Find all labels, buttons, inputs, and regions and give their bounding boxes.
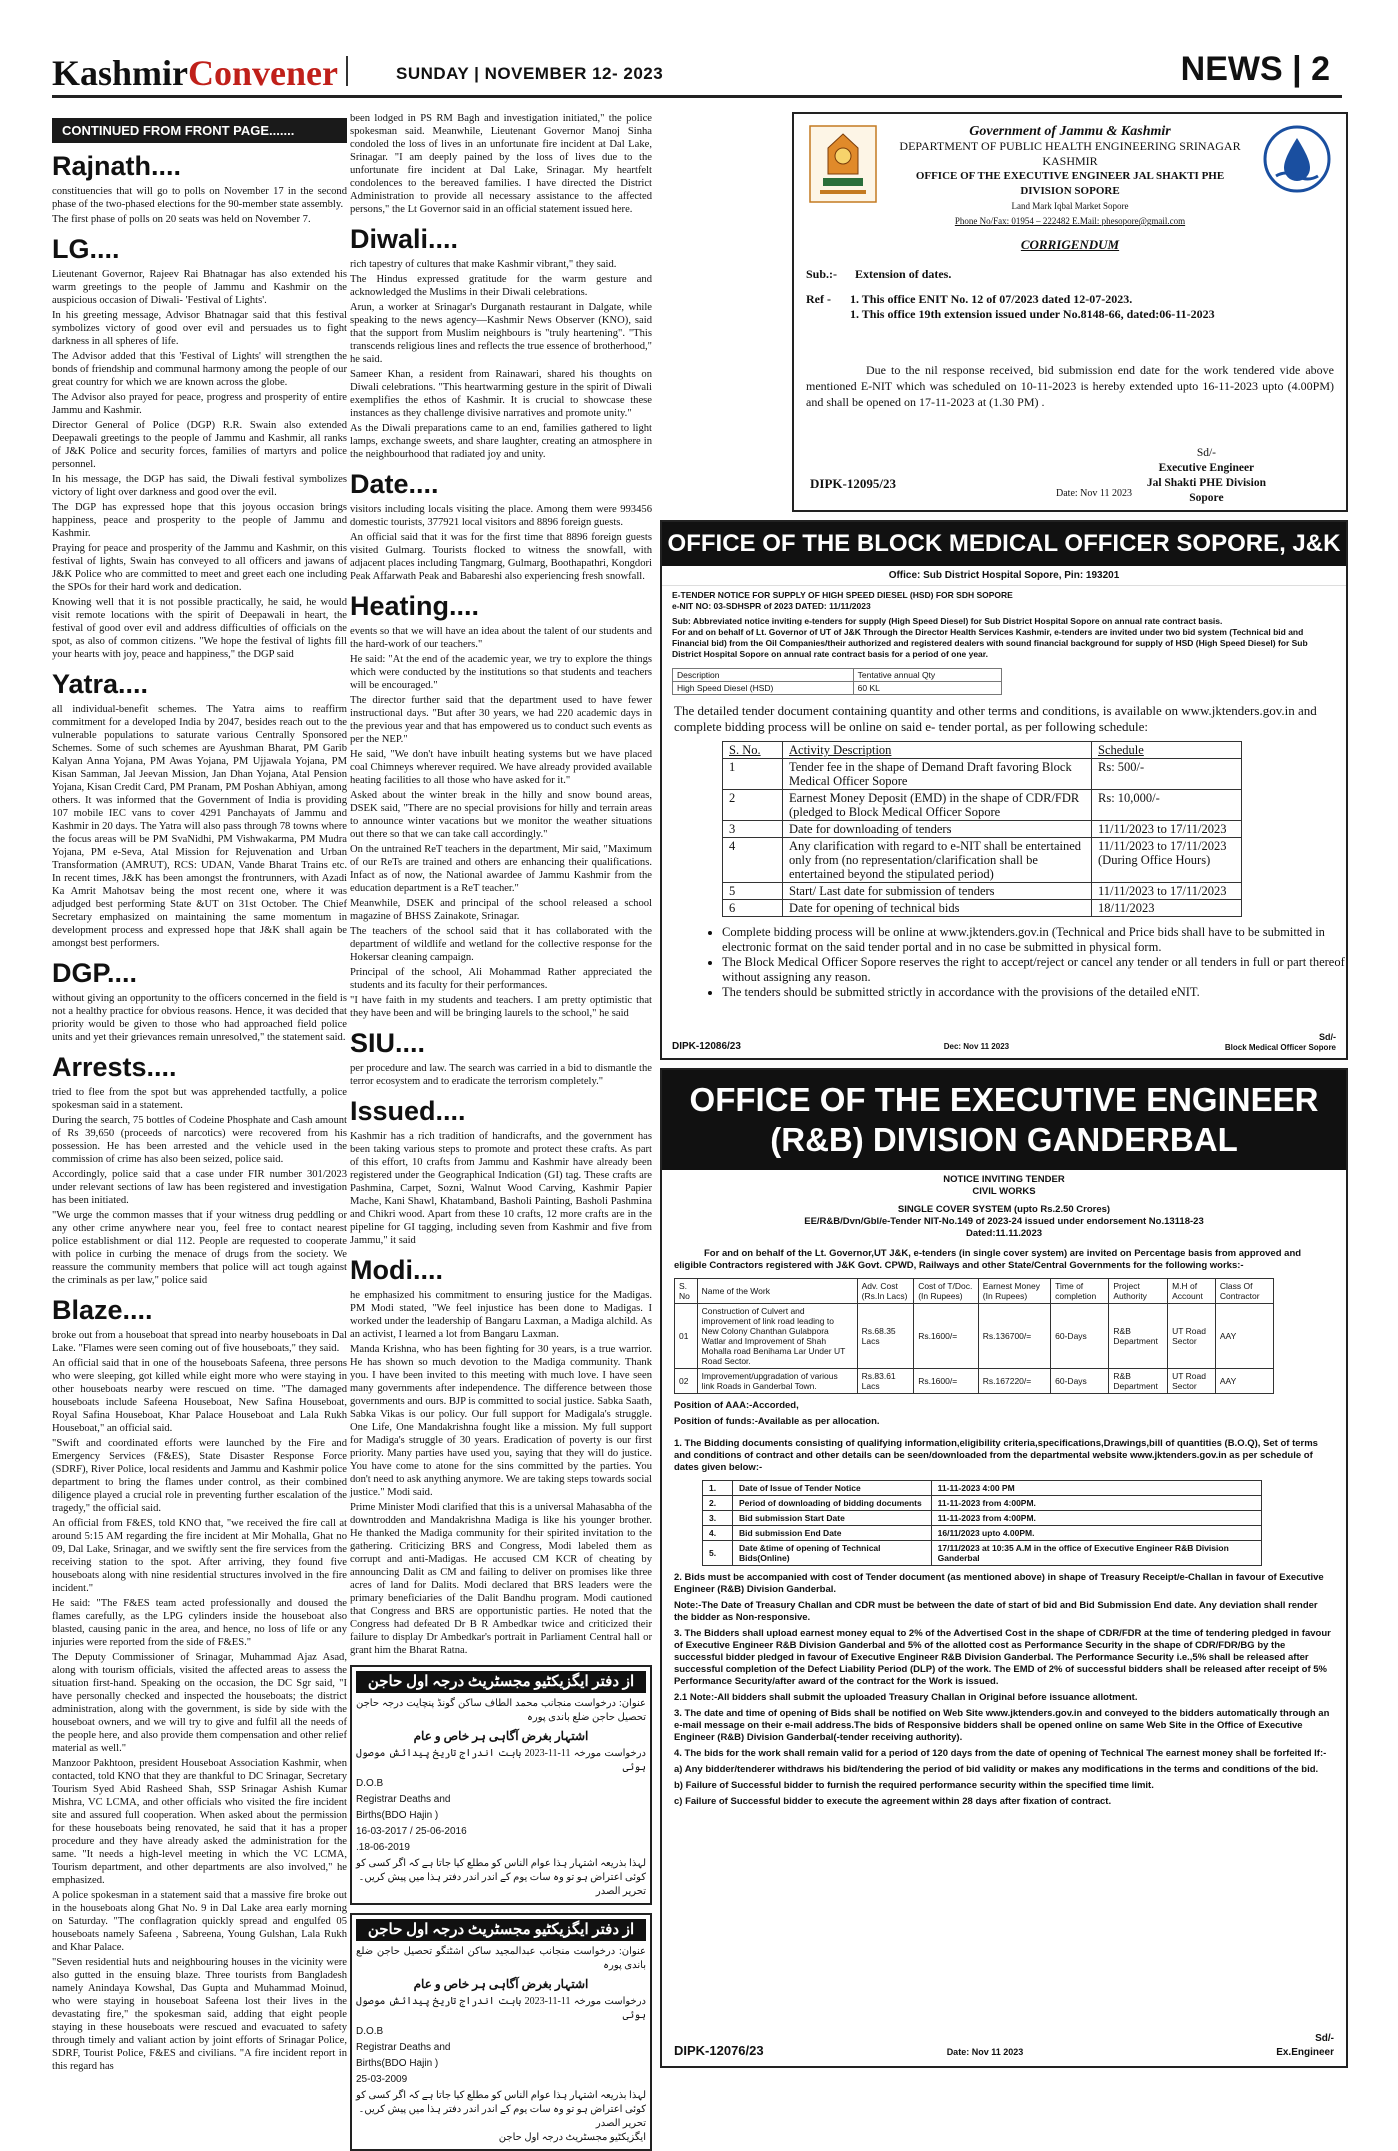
english-inline: Registrar Deaths and <box>356 2042 451 2053</box>
paragraph: visitors including locals visiting the place. Among them were 993456 domestic tourists, 377921 local visitors and 8896 foreign guests. <box>350 504 652 528</box>
title-line: OFFICE OF THE EXECUTIVE ENGINEER <box>689 1081 1319 1118</box>
funds-position: Position of funds:-Available as per allocation. <box>674 1416 880 1427</box>
brand-part-a: Kashmir <box>52 53 189 93</box>
paragraph: Principal of the school, Ali Mohammad Rather appreciated the students and its faculty for their performances. <box>350 967 652 991</box>
paragraph: He said: "At the end of the academic year, we try to explore the things which were conducted by the institutions so that students and teachers will be encouraged." <box>350 654 652 691</box>
ad-date: Date: Nov 11 2023 <box>1056 488 1133 499</box>
ad3-para: 2. Bids must be accompanied with cost of Tender document (as mentioned above) in shape of Treasury Receipt/e-Challan in favour of Executive Engineer (R&B) Division Ganderbal. <box>674 1572 1324 1595</box>
notice-line: e-NIT NO: 03-SDHSPR of 2023 DATED: 11/11/2023 <box>672 601 871 611</box>
urdu-notice-1 <box>350 1665 652 1905</box>
paragraph: An official said that it was for the first time that 8896 foreign guests visited Gulmarg. Tourists flocked to witness the snowfall, with adjacent places including Tangmarg, Gulmarg, Boothapathri, Kongdori Peak Affarwath Peak and Babareshi also experiencing fresh snowfall. <box>350 532 652 582</box>
english-inline: D.O.B <box>356 2026 384 2037</box>
table-cell: Date of Issue of Tender Notice <box>733 1481 932 1496</box>
table-cell: R&B Department <box>1109 1304 1168 1369</box>
paragraph: The Hindus expressed gratitude for the warm gesture and acknowledged the Muslims in their Diwali celebrations. <box>350 274 652 298</box>
sign-line: Executive Engineer <box>1158 462 1255 474</box>
table-cell: Bid submission Start Date <box>733 1511 932 1526</box>
list-item: • The Block Medical Officer Sopore reserves the right to accept/reject or cancel any tender or all tenders in full or part thereof without assigning any reason. <box>722 955 1346 985</box>
ad3-footer <box>674 2033 1334 2058</box>
table-header: Class Of Contractor <box>1215 1279 1273 1304</box>
column-1 <box>52 118 347 2072</box>
headline-heating: Heating.... <box>350 591 480 621</box>
office-name: OFFICE OF THE EXECUTIVE ENGINEER JAL SHAKTI PHE DIVISION SOPORE <box>915 170 1225 197</box>
quantity-table <box>672 668 1002 695</box>
table-cell: 11/11/2023 to 17/11/2023 <box>1092 821 1242 838</box>
urdu-line: لہذا بذریعہ اشتہار ہذا عوام الناس کو مطلع کیا جاتا ہے کہ اگر کسی کو کوئی اعتراض ہو تو وہ سات یوم کے اندر اندر دفتر ہذا میں پیش کریں۔ <box>356 2090 646 2115</box>
table-cell: 5 <box>723 883 783 900</box>
paragraph: broke out from a houseboat that spread into nearby houseboats in Dal Lake. "Flames were seen coming out of five houseboats," they said. <box>52 1330 347 1354</box>
table-cell: Description <box>673 669 854 682</box>
table-cell: AAY <box>1215 1369 1273 1394</box>
paragraph: "We urge the common masses that if your witness drug peddling or any other crime anywhere near you, feel free to contact nearest police establishment or dial 112. People are requested to cooperate with police in curbing the menace of drugs from the society. We reassure the community members that police will act tough against the criminals as per law," police said <box>52 1210 347 1286</box>
paragraph: Knowing well that it is not possible practically, he said, he would visit remote locations with the spirit of Deepawali in heart, the festival of good over evil and address difficulties of officials on the spot, as also of common citizens. "We hope the festival of lights fill your hearts with joy, peace and happiness," the DGP said <box>52 597 347 660</box>
table-cell: 4. <box>703 1526 733 1541</box>
sd: Sd/- <box>1196 447 1216 459</box>
signature: Ex.Engineer <box>1276 2047 1334 2058</box>
civil-label: CIVIL WORKS <box>972 1186 1036 1197</box>
paragraph: The teachers of the school said that it has collaborated with the department of wildlife and wetland for the collective response for the Hokersar cleaning campaign. <box>350 926 652 963</box>
table-cell: 11-11-2023 from 4:00PM. <box>931 1511 1261 1526</box>
urdu-line: درخواست مورخہ 11-11-2023 بابت اندراج تاریخ پیدائش موصول ہوئی <box>356 1996 647 2021</box>
gov-name: Government of Jammu & Kashmir <box>969 124 1171 139</box>
table-cell: Bid submission End Date <box>733 1526 932 1541</box>
paragraph: all individual-benefit schemes. The Yatra aims to reaffirm commitment for a developed India by 2047, besides reach out to the vulnerable populations to saturate various Centrally Sponsored Schemes. Some of such schemes are Ayushman Bharat, PM Garib Kalyan Anna Yojana, PM Awas Yojana, PM Ujjawala Yojana, PM Kisan Samman, Jal Jeevan Mission, Jan Dhan Yojana, Atal Pension Yojana, Kisan Credit Card, PM Pranam, PM Poshan Abhiyan, among others. It was informed that the Government of India is providing 107 mobile IEC vans to cover 4291 Panchayats of Jammu and Kashmir in 20 days. The Yatra will also pass through 78 towns where the focus areas will be PM SvaNidhi, PM Vishwakarma, PM Mudra Yojana, PM e-Seva, Atal Mission for Rejuvenation and Urban Transformation (AMRUT), RCS: UDAN, Vande Bharat Trains etc. In recent times, J&K has been amongst the frontrunners, with Azadi Ka Amrit Mahotsav being the most recent one, where it was adjudged best performing State &UT on 31st October. The Chief Secretary emphasized on maintaining the same momentum in development process and expressed hope that J&K shall again be amongst best performers. <box>52 704 347 949</box>
urdu-line: درخواست مورخہ 11-11-2023 بابت اندراج تاریخ پیدائش موصول ہوئی <box>356 1748 647 1773</box>
ad3-intro: For and on behalf of the Lt. Governor,UT J&K, e-tenders (in single cover system) are invited on Percentage basis from approved and eligible Contractors registered with J&K Govt. CPWD, Railways and other State/Central Governments for the following works:- <box>674 1248 1302 1271</box>
table-cell: 4 <box>723 838 783 883</box>
english-inline: Births(BDO Hajin ) <box>356 1810 439 1821</box>
table-cell: Period of downloading of bidding documents <box>733 1496 932 1511</box>
table-cell: 1. <box>703 1481 733 1496</box>
paragraph: In his greeting message, Advisor Bhatnagar said that this festival symbolizes victory of good over evil and persuades us to fight darkness in all spheres of life. <box>52 310 347 347</box>
table-row <box>723 821 1242 838</box>
paragraph: Manda Krishna, who has been fighting for 30 years, is a true warrior. He has shown so much devotion to the Madiga community. Thank you. I have been invited to this meeting with much love. I have seen many governments after independence. The difference between those governments and ours. BJP is committed to social justice. Sabka Saath, Sabka Vikas is our policy. Our full support for Madigala's struggle. One Life, One Mandakrishna fought like a mission. My full support for Madiga's struggle of 30 years. Eradication of poverty is our first priority. Many parties have used you, saying that they will do justice. You have come to atone for the sins committed by the parties. You don't need to ask anything anymore. We are taking steps towards social justice." Modi said. <box>350 1344 652 1498</box>
table-cell: 16/11/2023 upto 4.00PM. <box>931 1526 1261 1541</box>
ad3-para: 1. The Bidding documents consisting of qualifying information,eligibility criteria,specifications,Drawings,bill of quantities (B.O.Q), Set of terms and conditions of contract and other details can be seen/downloaded from the departmental website www.jktenders.gov.in as per schedule of dates given below:- <box>674 1438 1318 1473</box>
paragraph: During the search, 75 bottles of Codeine Phosphate and Cash amount of Rs 39,650 (proceeds of narcotics) were recovered from his possession. He has been arrested and the vehicle used in the commission of crime has also been seized, police said. <box>52 1115 347 1165</box>
table-row <box>723 790 1242 821</box>
ad2-title: OFFICE OF THE BLOCK MEDICAL OFFICER SOPORE, J&K <box>662 522 1346 566</box>
table-row <box>703 1481 1262 1496</box>
schedule-intro: The detailed tender document containing quantity and other terms and conditions, is available on www.jktenders.gov.in and complete bidding process will be online on said e- tender portal, as per following schedule: <box>674 703 1317 734</box>
table-cell: Construction of Culvert and improvement of link road leading to New Colony Chanthan Gulabpora Watlar and Improvement of Shah Mohalla road Benihama Lar Under UT Road Sector. <box>697 1304 857 1369</box>
table-cell: AAY <box>1215 1304 1273 1369</box>
paragraph: The first phase of polls on 20 seats was held on November 7. <box>52 214 311 225</box>
list-item: • The tenders should be submitted strictly in accordance with the provisions of the detailed eNIT. <box>722 985 1346 1000</box>
paragraph: Meanwhile, DSEK and principal of the school released a school magazine of BHSS Zainakote, Srinagar. <box>350 898 652 922</box>
urdu-notice-heading: از دفتر ایگزیکٹیو مجسٹریٹ درجہ اول حاجن <box>356 1919 646 1941</box>
ad3-para: b) Failure of Successful bidder to furnish the required performance security within the specified time limit. <box>674 1780 1154 1791</box>
brand-part-b: Convener <box>188 53 338 93</box>
paragraph: The Advisor also prayed for peace, progress and prosperity of entire Jammu and Kashmir. <box>52 392 347 416</box>
table-cell: Rs.1600/= <box>914 1369 979 1394</box>
subject-row <box>806 267 1334 282</box>
schedule-table <box>722 741 1242 917</box>
paragraph: Kashmir has a rich tradition of handicrafts, and the government has been taking various steps to promote and protect these crafts. As part of this effort, 10 crafts from Jammu and Kashmir have already been registered under the Geographical Indication (GI) tag. These crafts are Pashmina, Carpet, Sozni, Walnut Wood Carving, Kashmir Papier Mache, Kani Shawl, Khatamband, Basholi Painting, Basholi Pashmina and Chikri wood. Apart from these 10 crafts, 12 more crafts are in the pipeline for GI tagging, including seven from Kashmir and five from Jammu," it said <box>350 1131 652 1246</box>
table-cell: Rs: 500/- <box>1092 759 1242 790</box>
urdu-sign: تحریر الصدر <box>595 2118 646 2129</box>
table-cell: 02 <box>675 1369 698 1394</box>
paragraph: Praying for peace and prosperity of the Jammu and Kashmir, on this festival of lights, Swain has conveyed to all officers and jawans of J&K Police who are committed to meet and greet each one including the SPOs for their hard work and dedication. <box>52 543 347 593</box>
table-cell: Rs.1600/= <box>914 1304 979 1369</box>
table-cell: Any clarification with regard to e-NIT shall be entertained only from (no representation/clarification shall be entertained beyond the stipulated period) <box>783 838 1092 883</box>
ad2-notice-text <box>662 586 1346 664</box>
urdu-notice-2 <box>350 1913 652 2151</box>
urdu-line: لہذا بذریعہ اشتہار ہذا عوام الناس کو مطلع کیا جاتا ہے کہ اگر کسی کو کوئی اعتراض ہو تو وہ سات یوم کے اندر اندر دفتر ہذا میں پیش کریں۔ <box>356 1858 646 1883</box>
headline-dgp: DGP.... <box>52 958 138 988</box>
notice-line: E-TENDER NOTICE FOR SUPPLY OF HIGH SPEED DIESEL (HSD) FOR SDH SOPORE <box>672 590 1013 600</box>
table-header: Cost of T/Doc. (In Rupees) <box>914 1279 979 1304</box>
paragraph: per procedure and law. The search was carried in a bid to dismantle the terror ecosystem and to eradicate the terrorism completely." <box>350 1063 652 1087</box>
headline-arrests: Arrests.... <box>52 1052 177 1082</box>
table-row <box>703 1511 1262 1526</box>
table-cell: 6 <box>723 900 783 917</box>
table-cell: R&B Department <box>1109 1369 1168 1394</box>
ad3-para: Note:-The Date of Treasury Challan and CDR must be between the date of start of bid and Bid Submission End date. Any deviation shall render the bidder as Non-responsive. <box>674 1600 1318 1623</box>
paragraph: He said: "The F&ES team acted professionally and doused the flames carefully, as the LPG cylinders inside the houseboat also blasted, causing panic in the area, and hence, no loss of life or any injuries were reported from the side of F&ES." <box>52 1598 347 1648</box>
ad3-para: a) Any bidder/tenderer withdraws his bid/tendering the period of bid validity or makes any modifications in the terms and conditions of the bid. <box>674 1764 1319 1775</box>
table-header: M.H of Account <box>1168 1279 1216 1304</box>
paragraph: Manzoor Pakhtoon, president Houseboat Association Kashmir, when contacted, told KNO that they are thankful to DC Srinagar, Secretary Tourism Syed Abid Rasheed Shah, SSP Srinagar Ashish Kumar Mishra, VC LCMA, and other officials who visited the fire incident site and assured full cooperation. When asked about the permission for these houseboats being renovated, he said that it has a proper procedure and they have already asked the administration for the same. "It needs a high-level meeting in which the VC LCMA, Tourism department, and other departments are also involved," he emphasized. <box>52 1758 347 1886</box>
sign-line: Jal Shakti PHE Division <box>1146 477 1266 489</box>
paragraph: Accordingly, police said that a case under FIR number 301/2023 under relevant sections of law has been registered and investigation has been initiated. <box>52 1169 347 1206</box>
english-inline: .18-06-2019 <box>356 1842 410 1853</box>
paragraph: Lieutenant Governor, Rajeev Rai Bhatnagar has also extended his warm greetings to the people of Jammu and Kashmir on the auspicious occasion of Diwali- 'Festival of Lights'. <box>52 269 347 306</box>
english-inline: D.O.B <box>356 1778 384 1789</box>
brand-logo <box>52 52 338 94</box>
table-cell: 18/11/2023 <box>1092 900 1242 917</box>
landmark: Land Mark Iqbal Market Sopore <box>1011 201 1129 211</box>
headline-modi: Modi.... <box>350 1255 443 1285</box>
table-row <box>723 883 1242 900</box>
sign-line: Sopore <box>1189 492 1224 504</box>
table-header: Activity Description <box>783 742 1092 759</box>
table-cell: Tender fee in the shape of Demand Draft favoring Block Medical Officer Sopore <box>783 759 1092 790</box>
ad-date: Date: Nov 11 2023 <box>946 2047 1024 2057</box>
masthead-divider <box>346 56 348 86</box>
ref-label: Ref - <box>806 292 831 306</box>
table-cell: Rs.167220/= <box>978 1369 1050 1394</box>
table-cell: 11-11-2023 from 4:00PM. <box>931 1496 1261 1511</box>
ref-line: 1. This office ENIT No. 12 of 07/2023 dated 12-07-2023. <box>850 292 1133 306</box>
paragraph: He said, "We don't have inbuilt heating systems but we have placed coal Chimneys wherever required. We have already provided available heating facilities to all those who have asked for it." <box>350 749 652 786</box>
rb-ganderbal-ad <box>660 1068 1348 2068</box>
headline-siu: SIU.... <box>350 1028 426 1058</box>
bmo-sopore-ad <box>660 520 1348 1060</box>
sub-text: Extension of dates. <box>855 267 952 281</box>
phone-email: Phone No/Fax: 01954 – 222482 E.Mail: phesopore@gmail.com <box>954 216 1186 226</box>
paragraph: events so that we will have an idea about the talent of our students and the hard-work of our teachers." <box>350 626 652 650</box>
ad3-para: c) Failure of Successful bidder to execute the agreement within 28 days after fixation of contract. <box>674 1796 1112 1807</box>
sub-label: Sub.:- <box>806 267 838 281</box>
table-cell: Rs.136700/= <box>978 1304 1050 1369</box>
table-header: S. No. <box>723 742 783 759</box>
table-cell: Tentative annual Qty <box>853 669 1001 682</box>
table-row <box>723 742 1242 759</box>
paragraph: Asked about the winter break in the hilly and snow bound areas, DSEK said, "There are no special provisions for hilly and terrain areas to announce winter vacations but we monitor the weather situations out there so that we can take call accordingly." <box>350 790 652 840</box>
english-inline: 25-03-2009 <box>356 2074 408 2085</box>
paragraph: been lodged in PS RM Bagh and investigation initiated," the police spokesman said. Meanwhile, Lieutenant Governor Manoj Sinha condoled the loss of lives in an unfortunate fire incident at Dal Lake, Srinagar. "I am deeply pained by the loss of lives due to the unfortunate fire incident at Dal Lake, Srinagar. My heartfelt condolences to the bereaved families. I have directed the District Administration to provide all necessary assistance to the affected persons," the Lt Governor said in an official statement issued here. <box>350 113 652 215</box>
paragraph: Prime Minister Modi clarified that this is a universal Mahasabha of the downtrodden and Mandakrishna Madiga is like his younger brother. He thanked the Madiga community for their spirited invitation to the gathering. Criticizing BRS and Congress, Modi labeled them as corrupt and anti-Madigas. He accused CM KCR of cheating by announcing Dalit as CM and failing to deliver on promises like three acres of land for Dalits. Modi declared that BRS leaders were the primary beneficiaries of the Dalit Bandhu program. Modi cautioned that Congress and BRS are opportunistic parties. He noted that the Congress had defeated Dr B R Ambedkar twice and criticized their failure to display Dr Ambedkar's portrait in Parliament Central hall or grant him the Bharat Ratna. <box>350 1502 652 1656</box>
ad2-footer <box>672 1032 1336 1052</box>
paragraph: Sameer Khan, a resident from Rainawari, shared his thoughts on Diwali celebrations. "This heartwarming gesture in the spirit of Diwali exemplifies the ethos of Kashmir. It is crucial to showcase these instances as they challenge divisive narratives and promote unity." <box>350 369 652 419</box>
table-cell: 60-Days <box>1051 1369 1109 1394</box>
table-header: Name of the Work <box>697 1279 857 1304</box>
corrigendum-title: CORRIGENDUM <box>1020 237 1120 252</box>
section-label: NEWS | 2 <box>1180 50 1330 88</box>
dept-name: DEPARTMENT OF PUBLIC HEALTH ENGINEERING SRINAGAR KASHMIR <box>899 139 1241 168</box>
paragraph: tried to flee from the spot but was apprehended tactfully, a police spokesman said in a statement. <box>52 1087 347 1111</box>
dipk-number: DIPK-12076/23 <box>674 2043 764 2058</box>
ad3-title <box>662 1070 1346 1170</box>
phe-logo-icon <box>1262 124 1332 194</box>
table-row <box>675 1369 1274 1394</box>
table-header: Schedule <box>1092 742 1242 759</box>
table-cell: 2. <box>703 1496 733 1511</box>
sd: Sd/- <box>1319 1032 1336 1042</box>
table-cell: Earnest Money Deposit (EMD) in the shape of CDR/FDR (pledged to Block Medical Officer Sopore <box>783 790 1092 821</box>
table-header: S. No <box>675 1279 698 1304</box>
notice-line: Sub: Abbreviated notice inviting e-tenders for supply (High Speed Diesel) for Sub District Hospital Sopore on annual rate contract basis. <box>672 616 1223 626</box>
table-cell: Improvement/upgradation of various link Roads in Ganderbal Town. <box>697 1369 857 1394</box>
table-cell: 5. <box>703 1541 733 1566</box>
urdu-line: عنوان: درخواست منجانب محمد الطاف ساکن گونڈ پنچایت درجہ حاجن تحصیل حاجن ضلع باندی پورہ <box>356 1698 646 1723</box>
headline-lg: LG.... <box>52 234 120 264</box>
table-row <box>723 759 1242 790</box>
ad3-para: 3. The date and time of opening of Bids shall be notified on Web Site www.jktenders.gov.in and conveyed to the bidders automatically through an e-mail message on their e-mail address.The bids of Responsive bidders shall be opened online on same Web Site in the Office of Executive Engineer (R&B) Division Ganderbal(-tender receiving authority). <box>674 1708 1330 1743</box>
table-row <box>675 1279 1274 1304</box>
nit-label: NOTICE INVITING TENDER <box>943 1174 1065 1185</box>
ad3-para: 2.1 Note:-All bidders shall submit the uploaded Treasury Challan in Original before issuance allotment. <box>674 1692 1138 1703</box>
masthead <box>52 48 1342 98</box>
urdu-sign: تحریر الصدر <box>595 1886 646 1897</box>
ad2-subtitle: Office: Sub District Hospital Sopore, Pin: 193201 <box>662 566 1346 586</box>
ad1-header <box>806 124 1334 229</box>
aaa-position: Position of AAA:-Accorded, <box>674 1400 799 1411</box>
table-cell: Date for downloading of tenders <box>783 821 1092 838</box>
table-cell: Rs.68.35 Lacs <box>857 1304 914 1369</box>
ref-row <box>806 292 1334 322</box>
table-header: Earnest Money (In Rupees) <box>978 1279 1050 1304</box>
table-row <box>703 1541 1262 1566</box>
table-cell: High Speed Diesel (HSD) <box>673 682 854 695</box>
table-cell: 3 <box>723 821 783 838</box>
table-header: Time of completion <box>1051 1279 1109 1304</box>
enit-date: Dated:11.11.2023 <box>965 1228 1043 1239</box>
table-cell: UT Road Sector <box>1168 1304 1216 1369</box>
paragraph: A police spokesman in a statement said that a massive fire broke out in the houseboats along Ghat No. 9 in Dal Lake area early morning on Saturday. "The conflagration quickly spread and engulfed 05 houseboats namely Safeena , Sabreena, Young Gulshan, Lala Rukh and Khar Palace. <box>52 1890 347 1953</box>
paragraph: An official from F&ES, told KNO that, "we received the fire call at around 5:15 AM regarding the fire incident at Mir Mohalla, Ghat no 09, Dal Lake, Srinagar, and we swiftly sent the fire services from the receiving station to the spot. After arriving, they found five houseboats along with nine residential structures involved in the fire incident." <box>52 1518 347 1594</box>
urdu-line: عنوان: درخواست منجانب عبدالمجید ساکن اشٹنگو تحصیل حاجن ضلع باندی پورہ <box>356 1946 646 1971</box>
headline-yatra: Yatra.... <box>52 669 149 699</box>
sd: Sd/- <box>1315 2033 1334 2044</box>
works-table <box>674 1278 1274 1394</box>
urdu-sign: ایگزیکٹیو مجسٹریٹ درجہ اول حاجن <box>498 2132 646 2143</box>
paragraph: without giving an opportunity to the officers concerned in the field is not a healthy practice for obvious reasons. Hence, it was decided that priority would be given to those who had approached field police units and yet their grievances remain unresolved," the statement said. <box>52 993 347 1043</box>
table-row <box>675 1304 1274 1369</box>
column-2 <box>350 112 652 2143</box>
list-item: • Complete bidding process will be online at www.jktenders.gov.in (Technical and Price bids shall have to be submitted in electronic format on the said tender portal and in no case be submitted in physical form. <box>722 925 1346 955</box>
table-row <box>723 838 1242 883</box>
table-cell: 11/11/2023 to 17/11/2023 <box>1092 883 1242 900</box>
notice-line: For and on behalf of Lt. Governor of UT of J&K Through the Director Health Services Kashmir, e-tenders are invited under two bid system (Technical bid and Financial bid) from the Oil Companies/their authorized and registered dealers with sound financial background for supply of HSD (High Speed Diesel) for Sub District Hospital Sopore on annual rate contract basis for a period of one year. <box>672 627 1308 659</box>
issue-date: SUNDAY | NOVEMBER 12- 2023 <box>396 64 664 83</box>
dipk-number: DIPK-12095/23 <box>810 476 896 491</box>
paragraph: Director General of Police (DGP) R.R. Swain also extended Deepawali greetings to the people of Jammu and Kashmir, all ranks of J&K Police and security forces, families of martyrs and police personnel. <box>52 420 347 470</box>
terms-list <box>722 925 1346 1000</box>
urdu-subheading: اشتہار بغرض آگاہی ہر خاص و عام <box>413 1977 589 1991</box>
table-cell: 17/11/2023 at 10:35 A.M in the office of Executive Engineer R&B Division Ganderbal <box>931 1541 1261 1566</box>
table-cell: 60-Days <box>1051 1304 1109 1369</box>
paragraph: The director further said that the department used to have fewer instructional days. "But after 30 years, we had 220 academic days in the previous year and that has empowered us to conduct such events as per the NEP." <box>350 695 652 745</box>
paragraph: In his message, the DGP has said, the Diwali festival symbolizes victory of light over darkness and good over the evil. <box>52 474 347 498</box>
phe-corrigendum-ad <box>792 112 1348 512</box>
table-cell: Date &time of opening of Technical Bids(Online) <box>733 1541 932 1566</box>
english-inline: Registrar Deaths and <box>356 1794 451 1805</box>
headline-date: Date.... <box>350 469 439 499</box>
dipk-number: DIPK-12086/23 <box>672 1041 741 1052</box>
table-cell: 01 <box>675 1304 698 1369</box>
table-header: Adv. Cost (Rs.In Lacs) <box>857 1279 914 1304</box>
table-cell: Date for opening of technical bids <box>783 900 1092 917</box>
english-inline: Births(BDO Hajin ) <box>356 2058 439 2069</box>
paragraph: "Seven residential huts and neighbouring houses in the vicinity were also gutted in the ensuing blaze. Three tourists from Bangladesh namely Anindaya Kowshal, Das Gupta and Muhammad Moinud, who were staying in houseboat Safeena lost their lives in the devastating fire," the spokesman said, adding that eight people staying in these houseboats were rescued and evacuated to safety through timely and valiant action by joint efforts of Srinagar Police, SDRF, Tourist Police, F&ES and civilians. "A fire incident report in this regard has <box>52 1957 347 2072</box>
signature: Block Medical Officer Sopore <box>1224 1043 1336 1052</box>
table-cell: Rs: 10,000/- <box>1092 790 1242 821</box>
paragraph: An official said that in one of the houseboats Safeena, three persons who were sleeping, got killed while eight more who were staying in other houseboats nearby were rescued on time. "The damaged houseboats include Safeena Houseboat, New Safina Houseboat, Royal Safina Houseboat, Khar Palace Houseboat and Lala Rukh Houseboat," an official said. <box>52 1358 347 1434</box>
table-cell: 11/11/2023 to 17/11/2023 (During Office Hours) <box>1092 838 1242 883</box>
paragraph: constituencies that will go to polls on November 17 in the second phase of the two-phased elections for the 90-member state assembly. <box>52 186 347 210</box>
paragraph: "I have faith in my students and teachers. I am pretty optimistic that they have been and will be bringing laurels to the school," he said <box>350 995 652 1019</box>
table-row <box>723 900 1242 917</box>
table-cell: Start/ Last date for submission of tenders <box>783 883 1092 900</box>
jk-emblem-icon <box>808 124 878 204</box>
headline-issued: Issued.... <box>350 1096 466 1126</box>
table-cell: 3. <box>703 1511 733 1526</box>
paragraph: As the Diwali preparations came to an end, families gathered to light lamps, exchange sweets, and share laughter, creating an atmosphere in the neighbourhood that radiated joy and unity. <box>350 423 652 460</box>
paragraph: Arun, a worker at Srinagar's Durganath restaurant in Dalgate, while speaking to the news agency—Kashmir News Observer (KNO), said that the support from Muslim neighbours is "truly heartening". "This transcends religious lines and reflects the true essence of brotherhood," he said. <box>350 302 652 365</box>
single-cover: SINGLE COVER SYSTEM (upto Rs.2.50 Crores) <box>897 1204 1111 1215</box>
table-cell: Rs.83.61 Lacs <box>857 1369 914 1394</box>
dates-table <box>702 1480 1262 1566</box>
ad3-para: 3. The Bidders shall upload earnest money equal to 2% of the Advertised Cost in the shape of CDR/FDR at the time of tendering pledged in favour of Executive Engineer R&B Division Ganderbal and 5% of the allotted cost as Performance Security in the shape of CDR/FDR/BG by the successful bidder pledged in favour of Executive Engineer R&B Division Ganderbal. The Performance Security i.e.,5% shall be released after successful completion of the Defect Liability Period (DLP) of the work. The EMD of 2% of successful bidders shall be released after receipt of 5% Performance Security/after award of the contract for the Work is issued. <box>674 1628 1331 1687</box>
paragraph: The Deputy Commissioner of Srinagar, Muhammad Ajaz Asad, along with tourism officials, visited the affected areas to assess the situation first-hand. Speaking on the occasion, the DC Sgr said, "I have personally checked and inspected the houseboats; the district administration, along with the government, is side by side with the houseboat owners, and we will try to give and fulfil all the needs of the people here, and also provide them compensation and other relief material as well." <box>52 1652 347 1754</box>
corrigendum-body: Due to the nil response received, bid submission end date for the work tendered vide above mentioned E-NIT which was scheduled on 10-11-2023 is hereby extended upto 16-11-2023 upto (4.00PM) and shall be opened on 17-11-2023 at (1.30 PM) . <box>806 363 1334 409</box>
ad-date: Dec: Nov 11 2023 <box>943 1042 1010 1051</box>
paragraph: The DGP has expressed hope that this joyous occasion brings happiness, peace and prosperity to the people of Jammu and Kashmir. <box>52 502 347 539</box>
ref-line: 1. This office 19th extension issued under No.8148-66, dated:06-11-2023 <box>850 307 1215 321</box>
urdu-subheading: اشتہار بغرض آگاہی ہر خاص و عام <box>413 1729 589 1743</box>
table-cell: 1 <box>723 759 783 790</box>
urdu-notice-heading: از دفتر ایگزیکٹیو مجسٹریٹ درجہ اول حاجن <box>356 1671 646 1693</box>
title-line: (R&B) DIVISION GANDERBAL <box>770 1121 1238 1158</box>
paragraph: The Advisor added that this 'Festival of Lights' will strengthen the bonds of friendship and communal harmony among the people of our great country for which we are known across the globe. <box>52 351 347 388</box>
table-row <box>703 1496 1262 1511</box>
paragraph: rich tapestry of cultures that make Kashmir vibrant," they said. <box>350 259 617 270</box>
continued-kicker: CONTINUED FROM FRONT PAGE....... <box>52 118 347 143</box>
paragraph: On the untrained ReT teachers in the department, Mir said, "Maximum of our ReTs are trained and others are enhancing their qualifications. Infact as of now, the National awardee of Jammu Kashmir from the education department is a ReT teacher." <box>350 844 652 894</box>
table-header: Project Authority <box>1109 1279 1168 1304</box>
english-inline: 16-03-2017 / 25-06-2016 <box>356 1826 467 1837</box>
ad1-signature <box>1147 446 1266 506</box>
enit-number: EE/R&B/Dvn/Gbl/e-Tender NIT-No.149 of 2023-24 issued under endorsement No.13118-23 <box>804 1216 1204 1227</box>
headline-rajnath: Rajnath.... <box>52 151 182 181</box>
table-cell: 11-11-2023 4:00 PM <box>931 1481 1261 1496</box>
table-cell: UT Road Sector <box>1168 1369 1216 1394</box>
ad3-para: 4. The bids for the work shall remain valid for a period of 120 days from the date of opening of Technical The earnest money shall be forfeited If:- <box>674 1748 1327 1759</box>
table-cell: 60 KL <box>853 682 1001 695</box>
headline-diwali: Diwali.... <box>350 224 459 254</box>
table-row <box>703 1526 1262 1541</box>
headline-blaze: Blaze.... <box>52 1295 153 1325</box>
table-cell: 2 <box>723 790 783 821</box>
paragraph: he emphasized his commitment to ensuring justice for the Madigas. PM Modi stated, "We feel injustice has been done to Madigas. I worked under the leadership of Bangaru Laxman, a Madiga alchild. As an activist, I learned a lot from Bangaru Laxman. <box>350 1290 652 1340</box>
paragraph: "Swift and coordinated efforts were launched by the Fire and Emergency Services (F&ES), State Disaster Response Force (SDRF), River Police, local residents and Jammu and Kashmir police department to bring the flames under control, as their combined diligence played a crucial role in preventing further escalation of the tragedy," the official said. <box>52 1438 347 1514</box>
